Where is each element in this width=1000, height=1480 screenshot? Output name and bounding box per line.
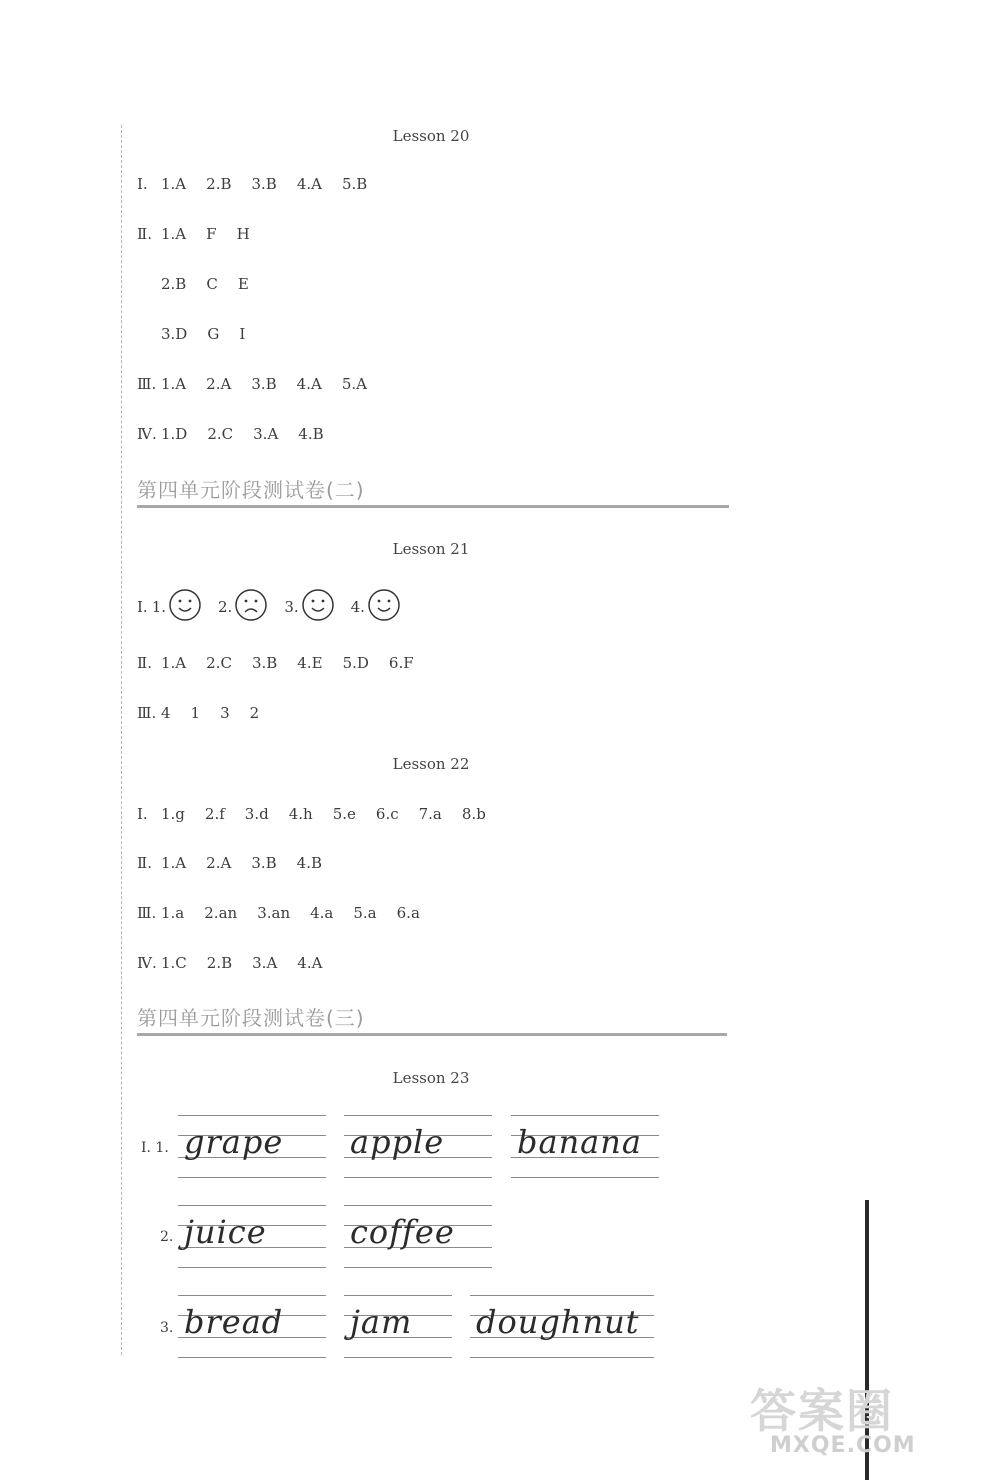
lesson-21-face-row bbox=[137, 588, 417, 626]
handwriting-box bbox=[178, 1205, 326, 1267]
answer-item: 2.A bbox=[206, 854, 232, 872]
answer-item: 1.A bbox=[161, 654, 187, 672]
face-number: 1. bbox=[151, 598, 167, 616]
handwritten-word: apple bbox=[350, 1123, 445, 1161]
answer-item: 8.b bbox=[461, 805, 486, 823]
face-number: 2. bbox=[218, 598, 233, 616]
section-title-2: 第四单元阶段测试卷(二) bbox=[137, 474, 729, 508]
writing-line bbox=[470, 1357, 654, 1358]
answer-item: 3.B bbox=[251, 375, 277, 393]
happy-face-icon bbox=[166, 588, 202, 626]
answer-item: 2.f bbox=[204, 805, 225, 823]
face-item bbox=[152, 588, 202, 626]
happy-face-icon bbox=[365, 588, 401, 626]
handwriting-box bbox=[470, 1295, 654, 1357]
handwritten-word: banana bbox=[517, 1123, 642, 1161]
answer-row bbox=[137, 425, 344, 443]
handwriting-box bbox=[511, 1115, 659, 1177]
row-label: Ⅰ. bbox=[137, 598, 148, 616]
face-number: 3. bbox=[284, 598, 299, 616]
writing-line bbox=[178, 1177, 326, 1178]
answer-item: G bbox=[207, 325, 220, 343]
writing-line bbox=[178, 1267, 326, 1268]
answer-item: 1.C bbox=[161, 954, 187, 972]
writing-line bbox=[344, 1205, 492, 1206]
answer-row bbox=[137, 654, 434, 672]
writing-line bbox=[344, 1357, 452, 1358]
answer-item: 6.c bbox=[375, 805, 399, 823]
answer-row bbox=[137, 225, 270, 243]
handwriting-box bbox=[344, 1205, 492, 1267]
margin-rule bbox=[121, 125, 122, 1355]
answer-item: 2.B bbox=[161, 275, 187, 293]
answer-row bbox=[161, 325, 265, 343]
face-items bbox=[152, 588, 417, 626]
answer-item: 3.A bbox=[252, 954, 278, 972]
watermark-url: MXQE.COM bbox=[770, 1433, 916, 1458]
handwritten-word: juice bbox=[184, 1213, 267, 1251]
writing-line bbox=[178, 1205, 326, 1206]
handwriting-box bbox=[344, 1115, 492, 1177]
row-label: Ⅳ. bbox=[137, 425, 157, 443]
answer-item: 3.B bbox=[251, 654, 278, 672]
answer-item: 3.B bbox=[251, 175, 277, 193]
answer-item: 4.B bbox=[296, 854, 322, 872]
answer-item: 4.E bbox=[297, 654, 323, 672]
handwritten-word: grape bbox=[184, 1123, 284, 1161]
handwriting-box bbox=[178, 1295, 326, 1357]
answer-item: 5.A bbox=[341, 375, 367, 393]
answer-item: 4 bbox=[161, 704, 171, 722]
answer-item: 5.B bbox=[342, 175, 368, 193]
answer-item: 4.A bbox=[296, 375, 322, 393]
answer-item: 1.g bbox=[161, 805, 185, 823]
row-label: Ⅳ. bbox=[137, 954, 157, 972]
row-label-1: Ⅰ. 1. bbox=[141, 1140, 169, 1156]
lesson-23-title: Lesson 23 bbox=[392, 1069, 470, 1087]
answer-item: 1.A bbox=[161, 854, 187, 872]
answer-item: 6.a bbox=[396, 904, 420, 922]
row-label: Ⅲ. bbox=[137, 904, 157, 922]
answer-item: 1.D bbox=[161, 425, 188, 443]
writing-line bbox=[344, 1267, 492, 1268]
answer-item: 4.A bbox=[296, 175, 322, 193]
writing-line bbox=[511, 1115, 659, 1116]
writing-line bbox=[178, 1295, 326, 1296]
answer-item: 3.an bbox=[257, 904, 291, 922]
row-label: Ⅲ. bbox=[137, 704, 157, 722]
answer-row bbox=[137, 375, 387, 393]
lesson-21-title: Lesson 21 bbox=[392, 540, 470, 558]
answer-item: 4.h bbox=[288, 805, 313, 823]
answer-row bbox=[137, 904, 440, 922]
face-item bbox=[218, 588, 268, 626]
answer-item: H bbox=[236, 225, 250, 243]
answer-item: 5.a bbox=[353, 904, 377, 922]
happy-face-icon bbox=[299, 588, 335, 626]
answer-row bbox=[137, 805, 506, 823]
answer-item: 3.A bbox=[253, 425, 279, 443]
row-label: Ⅰ. bbox=[137, 175, 148, 193]
row-label-2: 2. bbox=[160, 1229, 174, 1245]
answer-row bbox=[161, 275, 269, 293]
answer-item: 1.A bbox=[161, 175, 187, 193]
handwritten-word: jam bbox=[350, 1303, 413, 1341]
answer-row bbox=[137, 954, 342, 972]
row-label: Ⅰ. bbox=[137, 805, 148, 823]
answer-item: 3.d bbox=[244, 805, 269, 823]
row-label: Ⅱ. bbox=[137, 854, 152, 872]
face-number: 4. bbox=[350, 598, 365, 616]
answer-item: 4.A bbox=[297, 954, 323, 972]
watermark-logo bbox=[750, 1375, 990, 1465]
writing-line bbox=[511, 1177, 659, 1178]
answer-item: 4.a bbox=[310, 904, 334, 922]
section-title-3: 第四单元阶段测试卷(三) bbox=[137, 1002, 727, 1036]
answer-item: 2.B bbox=[206, 954, 233, 972]
answer-item: I bbox=[239, 325, 246, 343]
answer-item: 1.A bbox=[161, 375, 187, 393]
row-label: Ⅱ. bbox=[137, 225, 152, 243]
handwriting-box bbox=[344, 1295, 452, 1357]
row-label-3: 3. bbox=[160, 1320, 174, 1336]
answer-item: 2.A bbox=[206, 375, 232, 393]
answer-item: 4.B bbox=[298, 425, 324, 443]
answer-item: 3.D bbox=[161, 325, 188, 343]
handwritten-word: bread bbox=[184, 1303, 284, 1341]
sad-face-icon bbox=[232, 588, 268, 626]
answer-item: 3.B bbox=[251, 854, 277, 872]
answer-item: 2.C bbox=[207, 425, 234, 443]
answer-item: F bbox=[206, 225, 217, 243]
face-item bbox=[351, 588, 401, 626]
answer-item: 1.a bbox=[161, 904, 185, 922]
answer-row bbox=[137, 854, 342, 872]
answer-item: E bbox=[237, 275, 249, 293]
answer-item: 2 bbox=[249, 704, 260, 722]
handwritten-word: coffee bbox=[350, 1213, 455, 1251]
answer-item: 7.a bbox=[418, 805, 442, 823]
answer-item: 3 bbox=[220, 704, 230, 722]
writing-line bbox=[344, 1115, 492, 1116]
writing-line bbox=[344, 1177, 492, 1178]
answer-row bbox=[137, 704, 279, 722]
writing-line bbox=[470, 1295, 654, 1296]
writing-line bbox=[178, 1357, 326, 1358]
answer-item: C bbox=[206, 275, 218, 293]
row-label: Ⅲ. bbox=[137, 375, 157, 393]
lesson-22-title: Lesson 22 bbox=[392, 755, 470, 773]
answer-item: 2.C bbox=[206, 654, 232, 672]
handwriting-box bbox=[178, 1115, 326, 1177]
face-item bbox=[284, 588, 334, 626]
row-label: Ⅱ. bbox=[137, 654, 152, 672]
answer-item: 5.D bbox=[342, 654, 369, 672]
answer-item: 1 bbox=[190, 704, 201, 722]
lesson-20-title: Lesson 20 bbox=[392, 127, 470, 145]
answer-item: 5.e bbox=[332, 805, 356, 823]
writing-line bbox=[178, 1115, 326, 1116]
answer-item: 2.an bbox=[204, 904, 238, 922]
answer-item: 2.B bbox=[206, 175, 232, 193]
writing-line bbox=[344, 1295, 452, 1296]
watermark-text: 答案圈 bbox=[750, 1384, 894, 1438]
answer-item: 6.F bbox=[388, 654, 414, 672]
answer-row bbox=[137, 175, 387, 193]
answer-item: 1.A bbox=[161, 225, 187, 243]
handwritten-word: doughnut bbox=[476, 1303, 640, 1341]
